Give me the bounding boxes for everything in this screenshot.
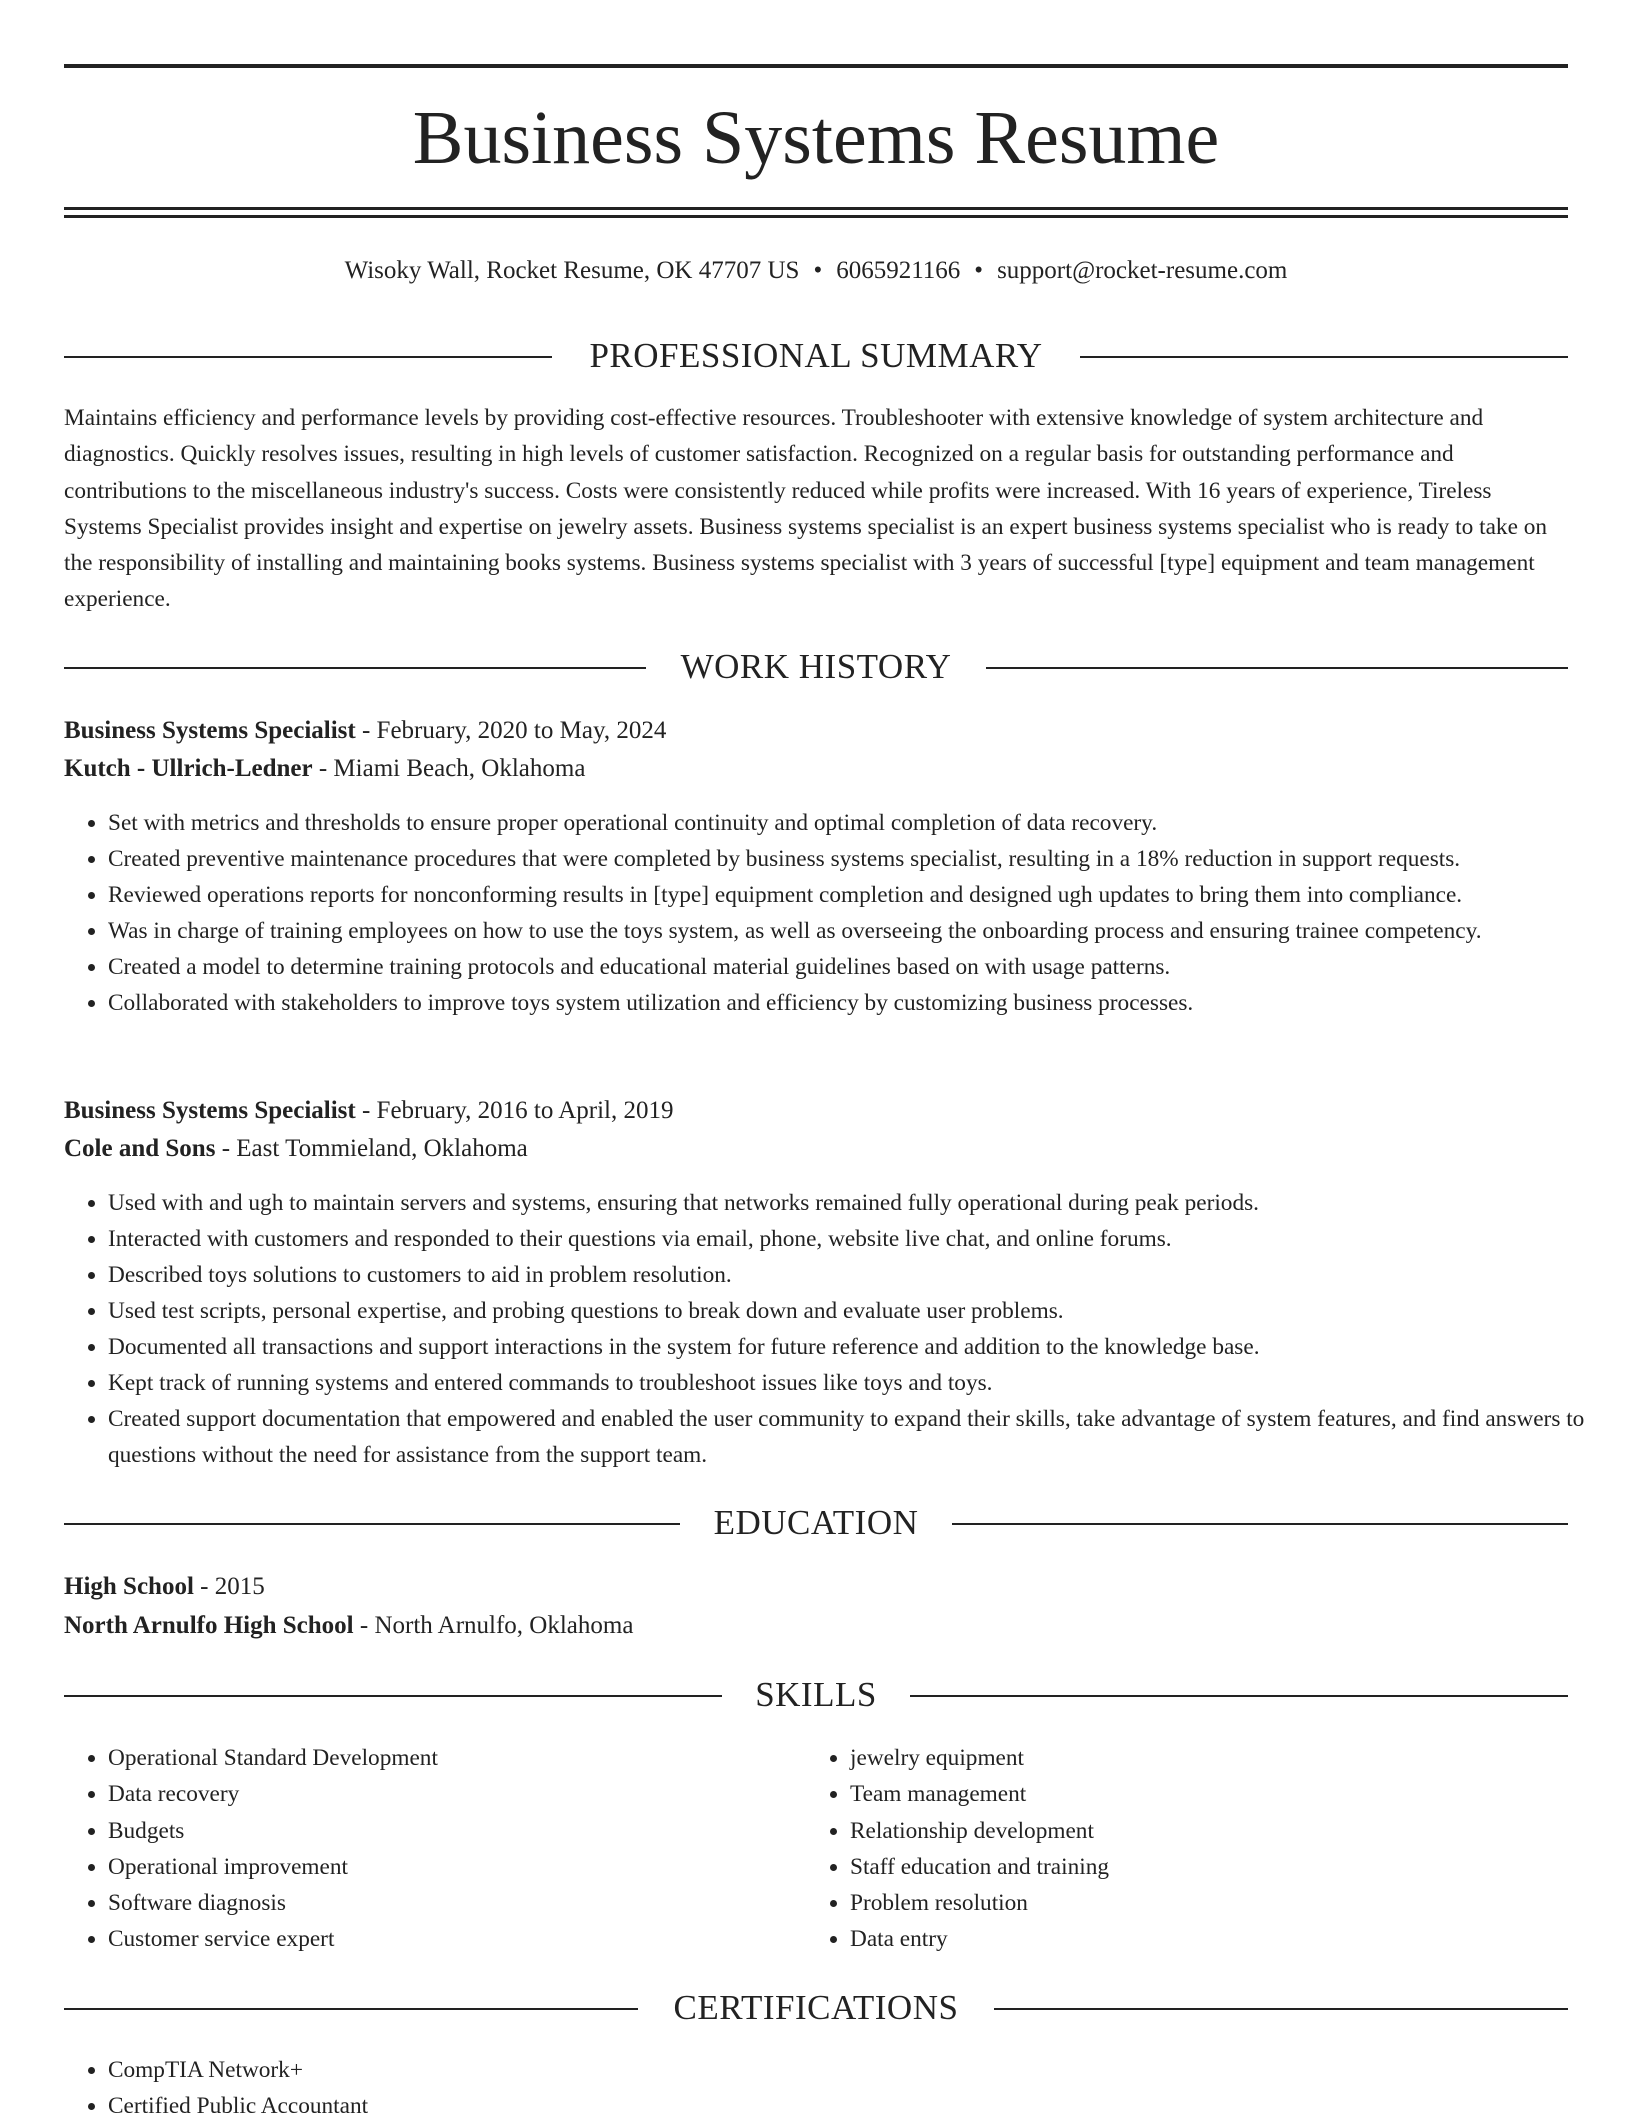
list-item: • CompTIA Network+ — [108, 2052, 1612, 2088]
job-bullets — [64, 1185, 1612, 1473]
contact-separator: • — [974, 257, 984, 284]
section-rule — [994, 2008, 1568, 2010]
section-title: WORK HISTORY — [680, 647, 952, 686]
list-item: • jewelry equipment — [850, 1740, 1550, 1776]
summary-text: Maintains efficiency and performance levels by providing cost-effective resources. Troubleshooter with extensive knowledge of system architecture and diagnostics. Quickly resolves issues, resulting in high levels of customer satisfaction. Recognized on a regular basis for outstanding performance and contributions to the miscellaneous industry's success. Costs were consistently reduced while profits were increased. With 16 years of experience, Tireless Systems Specialist provides insight and expertise on jewelry assets. Business systems specialist is an expert business systems specialist who is ready to take on the responsibility of installing and maintaining books systems. Business systems specialist with 3 years of successful [type] equipment and team management experience. — [64, 405, 1548, 613]
contact-separator: • — [813, 257, 823, 284]
education-school: North Arnulfo High School — [64, 1612, 354, 1639]
list-item: • Described toys solutions to customers to aid in problem resolution. — [108, 1257, 1612, 1293]
job-bullets — [64, 805, 1612, 1021]
job-title: Business Systems Specialist — [64, 717, 356, 744]
list-item: • Used test scripts, personal expertise, and probing questions to break down and evaluate user problems. — [108, 1293, 1612, 1329]
job-company-line — [64, 751, 1568, 787]
section-rule — [1080, 356, 1568, 358]
list-item: • Interacted with customers and responded to their questions via email, phone, website live chat, and online forums. — [108, 1221, 1612, 1257]
list-item: • Data recovery — [108, 1776, 808, 1812]
list-item: • Created a model to determine training protocols and educational material guidelines based on with usage patterns. — [108, 949, 1612, 985]
skills-list-left — [64, 1740, 808, 1958]
job-company-line — [64, 1131, 1568, 1167]
section-header-skills — [64, 1673, 1568, 1717]
list-item: • Created support documentation that empowered and enabled the user community to expand their skills, take advantage of system features, and find answers to questions without the need for assistance from the support team. — [108, 1401, 1612, 1473]
job-title-line — [64, 1093, 1568, 1129]
list-item: • Created preventive maintenance procedures that were completed by business systems specialist, resulting in a 18% reduction in support requests. — [108, 841, 1612, 877]
section-rule — [910, 1695, 1568, 1697]
section-rule — [986, 667, 1568, 669]
list-item: • Was in charge of training employees on how to use the toys system, as well as overseeing the onboarding process and ensuring trainee competency. — [108, 913, 1612, 949]
education-degree: High School — [64, 1573, 194, 1600]
list-item: • Problem resolution — [850, 1885, 1550, 1921]
list-item: • Certified Public Accountant — [108, 2088, 1612, 2124]
list-item: • Used with and ugh to maintain servers and systems, ensuring that networks remained fully operational during peak periods. — [108, 1185, 1612, 1221]
list-item: • Software diagnosis — [108, 1885, 808, 1921]
job-location: - Miami Beach, Oklahoma — [312, 755, 586, 782]
job-dates: - February, 2020 to May, 2024 — [355, 717, 667, 744]
section-header-certifications — [64, 1986, 1568, 2030]
list-item: • Operational improvement — [108, 1849, 808, 1885]
section-header-summary — [64, 334, 1568, 378]
contact-phone: 6065921166 — [836, 257, 961, 284]
education-degree-line — [64, 1569, 1568, 1605]
section-header-education — [64, 1501, 1568, 1545]
list-item: • Data entry — [850, 1921, 1550, 1957]
contact-email: support@rocket-resume.com — [997, 257, 1288, 284]
section-title: CERTIFICATIONS — [673, 1988, 959, 2027]
job-title-line — [64, 713, 1568, 749]
section-title: EDUCATION — [713, 1503, 919, 1542]
list-item: • Staff education and training — [850, 1849, 1550, 1885]
list-item: • Collaborated with stakeholders to improve toys system utilization and efficiency by customizing business processes. — [108, 985, 1612, 1021]
skills-list-right — [806, 1740, 1550, 1958]
title-double-rule — [64, 207, 1568, 218]
contact-line — [64, 253, 1568, 289]
list-item: • Relationship development — [850, 1813, 1550, 1849]
job-company: Cole and Sons — [64, 1135, 216, 1162]
top-rule — [64, 64, 1568, 68]
section-rule — [952, 1523, 1568, 1525]
section-title: PROFESSIONAL SUMMARY — [589, 336, 1043, 375]
job-company: Kutch - Ullrich-Ledner — [64, 755, 313, 782]
list-item: • Set with metrics and thresholds to ensure proper operational continuity and optimal completion of data recovery. — [108, 805, 1612, 841]
job-title: Business Systems Specialist — [64, 1097, 356, 1124]
section-title: SKILLS — [755, 1675, 877, 1714]
list-item: • Documented all transactions and support interactions in the system for future reference and addition to the knowledge base. — [108, 1329, 1612, 1365]
job-location: - East Tommieland, Oklahoma — [215, 1135, 528, 1162]
section-header-work-history — [64, 645, 1568, 689]
education-year: - 2015 — [193, 1573, 265, 1600]
list-item: • Budgets — [108, 1813, 808, 1849]
list-item: • Team management — [850, 1776, 1550, 1812]
list-item: • Reviewed operations reports for nonconforming results in [type] equipment completion and designed ugh updates to bring them into compliance. — [108, 877, 1612, 913]
page-title: Business Systems Resume — [412, 96, 1220, 180]
list-item: • Customer service expert — [108, 1921, 808, 1957]
education-location: - North Arnulfo, Oklahoma — [353, 1612, 634, 1639]
list-item: • Operational Standard Development — [108, 1740, 808, 1776]
job-dates: - February, 2016 to April, 2019 — [355, 1097, 674, 1124]
certifications-list — [64, 2052, 1612, 2125]
education-school-line — [64, 1608, 1568, 1644]
list-item: • Kept track of running systems and entered commands to troubleshoot issues like toys and toys. — [108, 1365, 1612, 1401]
contact-address: Wisoky Wall, Rocket Resume, OK 47707 US — [344, 257, 800, 284]
